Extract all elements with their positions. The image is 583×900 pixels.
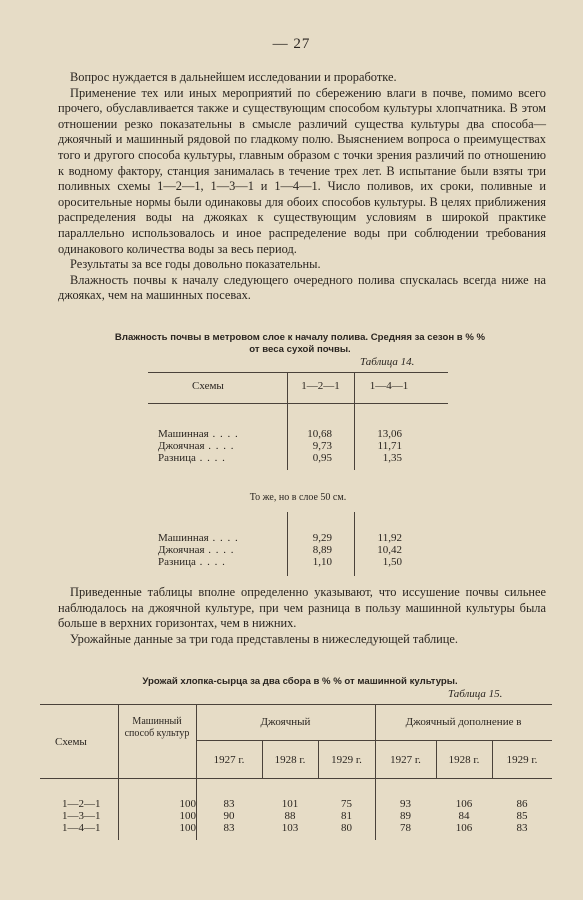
column-header: 1929 г. <box>331 754 362 766</box>
column-header: 1927 г. <box>213 754 245 766</box>
paragraph: Урожайные данные за три года представлены в нижеследующей таблице. <box>70 631 459 646</box>
page-number: — 27 <box>272 36 311 52</box>
column-group-header: Джоячный дополнение в <box>405 716 522 728</box>
table-cell: 100 <box>179 798 196 810</box>
table-cell: 1,50 <box>382 556 402 568</box>
table-cell: 10,68 <box>307 428 332 440</box>
table-cell: 9,73 <box>312 440 332 452</box>
table-cell: 1,35 <box>382 452 402 464</box>
table-cell: 13,06 <box>377 428 402 440</box>
row-label: Машинная . . . . <box>158 532 239 545</box>
table-subheading: То же, но в слое 50 см. <box>249 492 347 503</box>
table-cell: 88 <box>284 810 296 822</box>
table-14-caption-2: от веса сухой почвы. <box>249 344 351 355</box>
table-15-label: Таблица 15. <box>448 688 503 700</box>
table-cell: 0,95 <box>312 452 332 464</box>
row-label: 1—3—1 <box>62 810 101 822</box>
row-label: Джоячная . . . . <box>158 544 235 557</box>
table-cell: 106 <box>455 798 473 810</box>
table-cell: 101 <box>281 798 299 810</box>
table-cell: 103 <box>281 822 299 834</box>
column-group-header: Джоячный <box>260 716 311 728</box>
table-14-caption: Влажность почвы в метровом слое к началу полива. Средняя за сезон в % % <box>114 332 486 343</box>
table-cell: 10,42 <box>377 544 402 556</box>
column-header: 1—4—1 <box>369 380 409 392</box>
table-cell: 83 <box>223 822 235 834</box>
column-header: 1—2—1 <box>301 380 340 392</box>
table-cell: 89 <box>400 810 411 822</box>
column-header: 1927 г. <box>390 754 421 766</box>
paragraph: Применение тех или иных мероприятий по сбережению влаги в почве, помимо всего прочего, обуславливается также и существующим способом культуры хлопчатника. В этом отношении резко показательны в смысле различий существа культуры два способа—джоячный и машинный рядовой по гладкому полю. Выяснением вопроса о преимуществах того и другого способа культуры, главным образом с точки зрения различий по отношению к водному фактору, станция занималась в течение трех лет. В испытание были взяты три поливных схемы 1—2—1, 1—3—1 и 1—4—1. Число поливов, их сроки, поливные и оросительные нормы были одинаковы для обоих способов культуры. В целях приближения распределения воды на джояках к существующим условиям в широкой практике параллельно использовалось и иное распределение воды при соблюдении требования одинакового количества воды за весь период. <box>58 85 546 256</box>
table-cell: 1,10 <box>312 556 332 568</box>
table-cell: 93 <box>400 798 411 810</box>
table-cell: 84 <box>458 810 470 822</box>
table-cell: 9,29 <box>312 532 332 544</box>
table-cell: 75 <box>341 798 352 810</box>
table-cell: 106 <box>455 822 473 834</box>
table-cell: 8,89 <box>312 544 332 556</box>
table-cell: 100 <box>179 822 196 834</box>
table-cell: 80 <box>341 822 352 834</box>
column-header: 1928 г. <box>274 754 306 766</box>
table-cell: 85 <box>516 810 528 822</box>
column-header: Схемы <box>192 380 224 392</box>
row-label: 1—2—1 <box>62 798 101 810</box>
table-cell: 100 <box>179 810 196 822</box>
table-cell: 83 <box>516 822 528 834</box>
row-label: Машинная . . . . <box>158 428 239 441</box>
column-header: Машинный способ культур <box>124 716 190 739</box>
column-header: 1929 г. <box>506 754 538 766</box>
table-cell: 11,71 <box>377 440 402 452</box>
table-cell: 83 <box>223 798 235 810</box>
row-label: Разница . . . . <box>158 556 226 569</box>
row-label: 1—4—1 <box>62 822 101 834</box>
row-label: Разница . . . . <box>158 452 226 465</box>
row-label: Джоячная . . . . <box>158 440 235 453</box>
table-cell: 11,92 <box>377 532 402 544</box>
table-14-label: Таблица 14. <box>360 356 415 368</box>
table-cell: 86 <box>516 798 528 810</box>
column-header: Схемы <box>55 736 87 748</box>
paragraph: Приведенные таблицы вполне определенно указывают, что иссушение почвы сильнее наблюдалось на джоячной культуре, при чем разница в пользу машинной культуры была больше в верхних горизонтах, чем в нижних. <box>58 585 546 631</box>
paragraph: Влажность почвы к началу следующего очередного полива спускалась всегда ниже на джояках, чем на машинных посевах. <box>58 272 546 303</box>
table-cell: 90 <box>223 810 235 822</box>
column-header: 1928 г. <box>448 754 480 766</box>
table-15-caption: Урожай хлопка-сырца за два сбора в % % от машинной культуры. <box>142 676 458 687</box>
table-cell: 81 <box>341 810 352 822</box>
body-text-2 <box>58 585 546 647</box>
paragraph: Результаты за все годы довольно показательны. <box>70 257 321 272</box>
table-cell: 78 <box>400 822 411 834</box>
body-text <box>58 70 546 304</box>
paragraph: Вопрос нуждается в дальнейшем исследовании и проработке. <box>70 70 397 84</box>
